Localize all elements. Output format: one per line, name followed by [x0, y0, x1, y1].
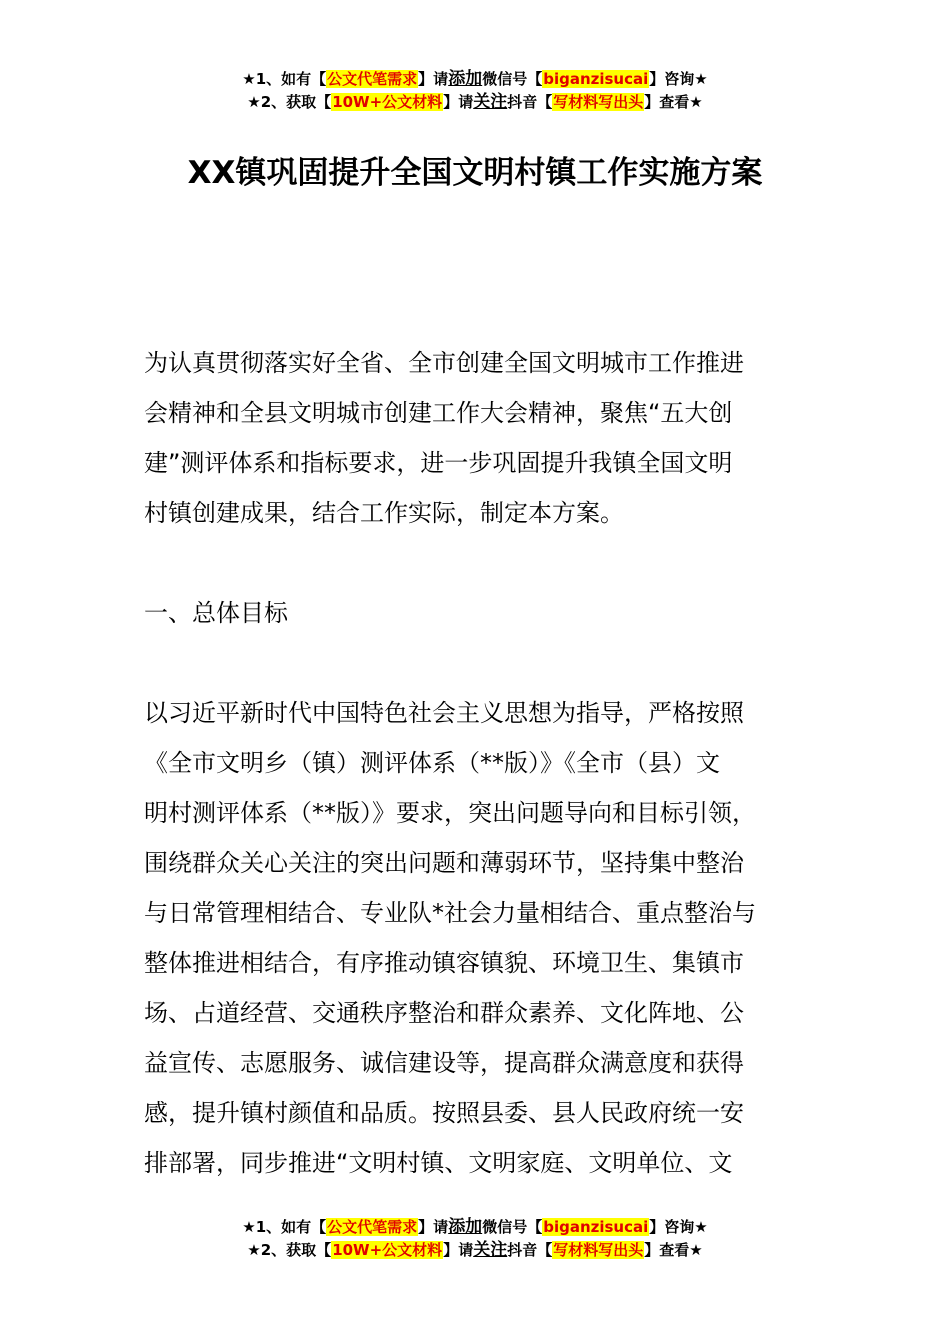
- promo-highlight: 10W+公文材料: [332, 1241, 443, 1259]
- intro-paragraph: [144, 338, 824, 538]
- promo-text: ★2、获取【: [247, 93, 332, 111]
- text-line: 为认真贯彻落实好全省、全市创建全国文明城市工作推进: [144, 349, 744, 377]
- promo-douyin-id: 写材料写出头: [553, 93, 644, 111]
- promo-line-2: [0, 91, 950, 114]
- promo-emphasis: 关注: [473, 92, 508, 112]
- promo-text: ★1、如有【: [242, 1218, 327, 1236]
- text-line: 围绕群众关心关注的突出问题和薄弱环节，坚持集中整治: [144, 849, 744, 877]
- text-line: 以习近平新时代中国特色社会主义思想为指导，严格按照: [144, 699, 744, 727]
- goal-paragraph: [144, 688, 824, 1188]
- footer-promo-banner: [0, 1216, 950, 1262]
- promo-text: 微信号【: [482, 1218, 543, 1236]
- promo-wechat-id: biganzisucai: [543, 1218, 649, 1236]
- promo-line-1: [0, 68, 950, 91]
- text-line: 整体推进相结合，有序推动镇容镇貌、环境卫生、集镇市: [144, 949, 744, 977]
- promo-line-1: [0, 1216, 950, 1239]
- text-line: 感，提升镇村颜值和品质。按照县委、县人民政府统一安: [144, 1099, 744, 1127]
- promo-text: ★1、如有【: [242, 70, 327, 88]
- text-line: 会精神和全县文明城市创建工作大会精神，聚焦“五大创: [144, 399, 733, 427]
- text-line: 村镇创建成果，结合工作实际，制定本方案。: [144, 499, 624, 527]
- promo-highlight: 公文代笔需求: [327, 1218, 418, 1236]
- promo-text: 】咨询★: [649, 1218, 708, 1236]
- promo-emphasis: 添加: [448, 69, 483, 89]
- text-line: 益宣传、志愿服务、诚信建设等，提高群众满意度和获得: [144, 1049, 744, 1077]
- promo-text: 抖音【: [507, 1241, 553, 1259]
- text-line: 明村测评体系（**版）》要求，突出问题导向和目标引领，: [144, 799, 756, 827]
- text-line: 建”测评体系和指标要求，进一步巩固提升我镇全国文明: [144, 449, 733, 477]
- promo-text: 微信号【: [482, 70, 543, 88]
- promo-emphasis: 添加: [448, 1217, 483, 1237]
- text-line: 场、占道经营、交通秩序整治和群众素养、文化阵地、公: [144, 999, 744, 1027]
- promo-wechat-id: biganzisucai: [543, 70, 649, 88]
- promo-text: ★2、获取【: [247, 1241, 332, 1259]
- promo-text: 抖音【: [507, 93, 553, 111]
- document-title: XX镇巩固提升全国文明村镇工作实施方案: [187, 155, 763, 191]
- promo-text: 】请: [443, 93, 474, 111]
- header-promo-banner: [0, 68, 950, 114]
- promo-highlight: 10W+公文材料: [332, 93, 443, 111]
- promo-text: 】请: [443, 1241, 474, 1259]
- promo-douyin-id: 写材料写出头: [553, 1241, 644, 1259]
- promo-text: 】请: [418, 70, 449, 88]
- promo-text: 】请: [418, 1218, 449, 1236]
- promo-text: 】查看★: [644, 1241, 703, 1259]
- promo-emphasis: 关注: [473, 1240, 508, 1260]
- text-line: 《全市文明乡（镇）测评体系（**版）》《全市（县）文: [144, 749, 720, 777]
- promo-text: 】咨询★: [649, 70, 708, 88]
- text-line: 排部署，同步推进“文明村镇、文明家庭、文明单位、文: [144, 1149, 733, 1177]
- promo-line-2: [0, 1239, 950, 1262]
- promo-highlight: 公文代笔需求: [327, 70, 418, 88]
- text-line: 与日常管理相结合、专业队*社会力量相结合、重点整治与: [144, 899, 756, 927]
- section-heading: 一、总体目标: [144, 599, 288, 627]
- promo-text: 】查看★: [644, 93, 703, 111]
